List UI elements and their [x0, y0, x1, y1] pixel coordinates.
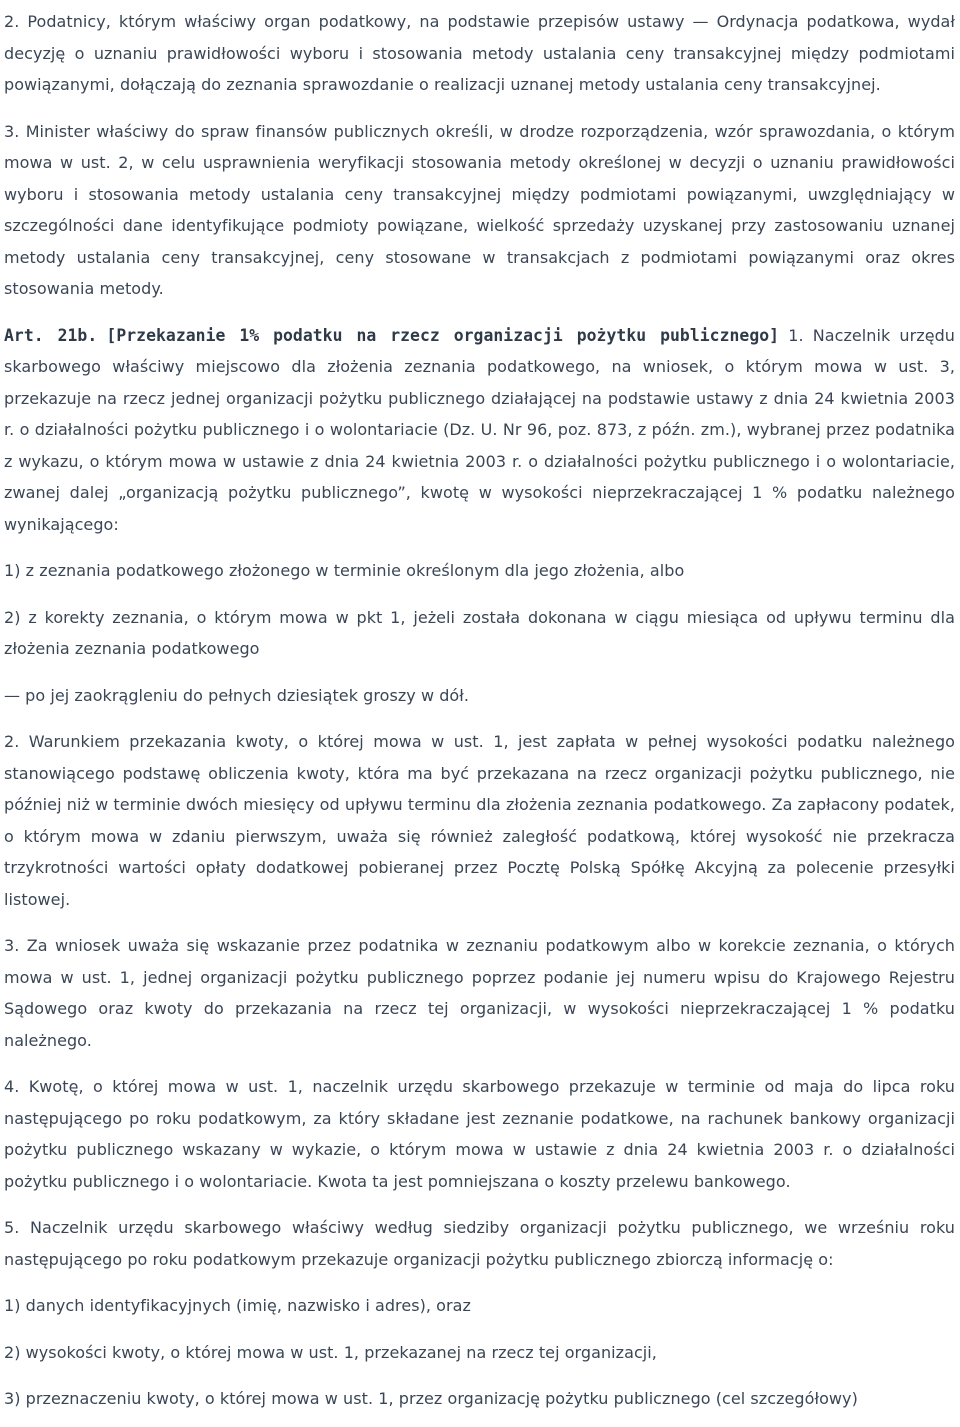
spacer: [4, 540, 955, 555]
spacer: [4, 1056, 955, 1071]
section-5-point-1: 1) danych identyfikacyjnych (imię, nazwisko i adres), oraz: [4, 1296, 471, 1315]
article-number: Art. 21b.: [4, 325, 98, 345]
section-5-point-2: 2) wysokości kwoty, o której mowa w ust. 1, przekazanej na rzecz tej organizacji,: [4, 1342, 657, 1362]
section-5-point-3: 3) przeznaczeniu kwoty, o której mowa w ust. 1, przez organizację pożytku publicznego (cel szczegółowy): [4, 1389, 858, 1408]
section-4: 4. Kwotę, o której mowa w ust. 1, naczelnik urzędu skarbowego przekazuje w terminie od maja do lipca roku następującego po roku podatkowym, za który składane jest zeznanie podatkowe, na rachunek bankowy organizacji pożytku publicznego wskazany w wykazie, o którym mowa w ustawie z dnia 24 kwietnia 2003 r. o działalności pożytku publicznego i o wolontariacie. Kwota ta jest pomniejszana o koszty przelewu bankowego.: [4, 1077, 955, 1191]
paragraph-2: 2. Podatnicy, którym właściwy organ podatkowy, na podstawie przepisów ustawy — Ordynacja podatkowa, wydał decyzję o uznaniu prawidłowości wyboru i stosowania metody ustalania ceny transakcyjnej między podmiotami powiązanymi, dołączają do zeznania sprawozdanie o realizacji uznanej metody ustalania ceny transakcyjnej.: [4, 12, 955, 94]
article-intro: 1. Naczelnik urzędu skarbowego właściwy miejscowo dla złożenia zeznania podatkowego, na wniosek, o którym mowa w ust. 3, przekazuje na rzecz jednej organizacji pożytku publicznego działającej na podstawie ustawy z dnia 24 kwietnia 2003 r. o działalności pożytku publicznego i o wolontariacie (Dz. U. Nr 96, poz. 873, z późn. zm.), wybranej przez podatnika z wykazu, o którym mowa w ustawie z dnia 24 kwietnia 2003 r. o działalności pożytku publicznego i o wolontariacie, zwanej dalej „organizacją pożytku publicznego”, kwotę w wysokości nieprzekraczającej 1 % podatku należnego wynikającego:: [4, 325, 955, 534]
point-2: 2) z korekty zeznania, o którym mowa w pkt 1, jeżeli została dokonana w ciągu miesiąca od upływu terminu dla złożenia zeznania podatkowego: [4, 607, 955, 658]
spacer: [4, 1275, 955, 1290]
section-2: 2. Warunkiem przekazania kwoty, o której mowa w ust. 1, jest zapłata w pełnej wysokości podatku należnego stanowiącego podstawę obliczenia kwoty, która ma być przekazana na rzecz organizacji pożytku publicznego, nie później niż w terminie dwóch miesięcy od upływu terminu dla złożenia zeznania podatkowego. Za zapłacony podatek, o którym mowa w zdaniu pierwszym, uważa się również zaległość podatkową, której wysokość nie przekracza trzykrotności wartości opłaty dodatkowej pobieranej przez Pocztę Polską Spółkę Akcyjną za polecenie przesyłki listowej.: [4, 732, 955, 909]
spacer: [4, 711, 955, 726]
article-21b: [4, 320, 955, 541]
spacer: [4, 1322, 955, 1337]
spacer: [4, 1197, 955, 1212]
article-title: [Przekazanie 1% podatku na rzecz organizacji pożytku publicznego]: [106, 325, 780, 345]
spacer: [4, 587, 955, 602]
spacer: [4, 305, 955, 320]
section-3: 3. Za wniosek uważa się wskazanie przez podatnika w zeznaniu podatkowym albo w korekcie zeznania, o których mowa w ust. 1, jednej organizacji pożytku publicznego poprzez podanie jej numeru wpisu do Krajowego Rejestru Sądowego oraz kwoty do przekazania na rzecz tej organizacji, w wysokości nieprzekraczającej 1 % podatku należnego.: [4, 936, 955, 1050]
paragraph-3: 3. Minister właściwy do spraw finansów publicznych określi, w drodze rozporządzenia, wzór sprawozdania, o którym mowa w ust. 2, w celu usprawnienia weryfikacji stosowania metody określonej w decyzji o uznaniu prawidłowości wyboru i stosowania metody ustalania ceny transakcyjnej między podmiotami powiązanymi, uwzględniający w szczególności dane identyfikujące podmioty powiązane, wielkość sprzedaży uzyskanej przy zastosowaniu uznanej metody ustalania ceny transakcyjnej, ceny stosowane w transakcjach z podmiotami powiązanymi oraz okres stosowania metody.: [4, 121, 955, 298]
point-1: 1) z zeznania podatkowego złożonego w terminie określonym dla jego złożenia, albo: [4, 561, 685, 580]
section-5: 5. Naczelnik urzędu skarbowego właściwy według siedziby organizacji pożytku publicznego, we wrześniu roku następującego po roku podatkowym przekazuje organizacji pożytku publicznego zbiorczą informację o:: [4, 1218, 955, 1269]
spacer: [4, 101, 955, 116]
rounding-note: — po jej zaokrągleniu do pełnych dziesiątek groszy w dół.: [4, 685, 470, 705]
spacer: [4, 665, 955, 680]
spacer: [4, 1368, 955, 1383]
spacer: [4, 915, 955, 930]
